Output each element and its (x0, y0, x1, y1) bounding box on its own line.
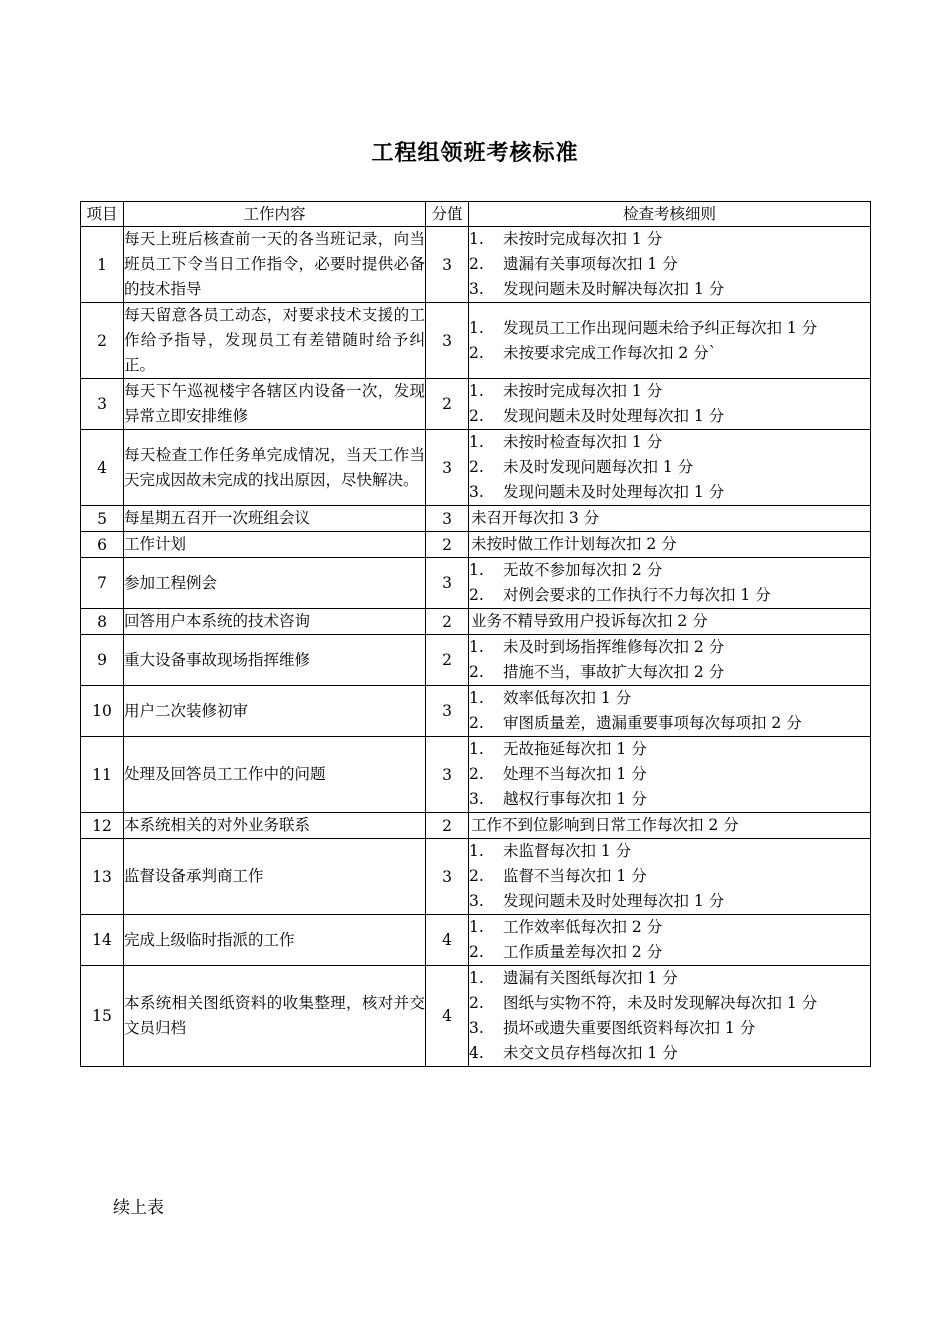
rule-text: 发现问题未及时解决每次扣 1 分 (503, 280, 725, 298)
work-content: 工作计划 (124, 532, 426, 558)
rule-index: 2. (469, 765, 484, 783)
work-content: 每天上班后核查前一天的各当班记录，向当班员工下令当日工作指令，必要时提供必备的技术指导 (124, 227, 426, 303)
row-number: 2 (81, 303, 124, 379)
rule-index: 2. (469, 994, 484, 1012)
rule-index: 2. (469, 458, 484, 476)
row-number: 11 (81, 737, 124, 813)
rule-index: 3. (469, 790, 484, 808)
work-content: 每星期五召开一次班组会议 (124, 506, 426, 532)
check-rules (469, 966, 871, 1067)
rule-item (469, 711, 870, 736)
rule-text: 未按要求完成工作每次扣 2 分` (503, 343, 717, 362)
rule-index: 1. (469, 382, 484, 400)
rule-index: 1. (469, 561, 484, 579)
header-item: 项目 (81, 202, 124, 227)
check-rules (469, 558, 871, 609)
rule-text: 未按时完成每次扣 1 分 (503, 382, 663, 400)
check-rules (469, 813, 871, 839)
work-content: 本系统相关的对外业务联系 (124, 813, 426, 839)
rule-index: 2. (469, 586, 484, 604)
rule-index: 3. (469, 483, 484, 501)
rule-item (469, 558, 870, 583)
table-row (81, 737, 871, 813)
row-number: 12 (81, 813, 124, 839)
check-rules (469, 506, 871, 532)
rule-item (469, 1041, 870, 1066)
rule-item (469, 660, 870, 685)
rule-item (469, 379, 870, 404)
rule-item (469, 227, 870, 252)
rule-text: 损坏或遗失重要图纸资料每次扣 1 分 (503, 1019, 756, 1037)
table-row (81, 915, 871, 966)
table-row (81, 506, 871, 532)
rule-text: 未交文员存档每次扣 1 分 (503, 1044, 678, 1062)
rule-index: 4. (469, 1044, 484, 1062)
score-value: 3 (426, 430, 469, 506)
row-number: 4 (81, 430, 124, 506)
assessment-table (80, 201, 871, 1067)
header-content: 工作内容 (124, 202, 426, 227)
rule-text: 监督不当每次扣 1 分 (503, 867, 647, 885)
rule-text: 遗漏有关事项每次扣 1 分 (503, 255, 678, 273)
rule-item (469, 915, 870, 940)
rule-item (469, 787, 870, 812)
rule-item (469, 316, 870, 341)
rule-text: 未召开每次扣 3 分 (471, 509, 600, 527)
work-content: 每天下午巡视楼宇各辖区内设备一次，发现异常立即安排维修 (124, 379, 426, 430)
rule-text: 措施不当，事故扩大每次扣 2 分 (503, 663, 725, 681)
work-content: 用户二次装修初审 (124, 686, 426, 737)
work-content: 参加工程例会 (124, 558, 426, 609)
rule-index: 3. (469, 892, 484, 910)
check-rules (469, 532, 871, 558)
rule-text: 越权行事每次扣 1 分 (503, 790, 647, 808)
rule-item (469, 404, 870, 429)
check-rules (469, 737, 871, 813)
table-row (81, 532, 871, 558)
rule-index: 2. (469, 867, 484, 885)
rule-index: 2. (469, 714, 484, 732)
row-number: 10 (81, 686, 124, 737)
work-content: 重大设备事故现场指挥维修 (124, 635, 426, 686)
rule-item (469, 341, 870, 366)
work-content: 本系统相关图纸资料的收集整理，核对并交文员归档 (124, 966, 426, 1067)
check-rules (469, 635, 871, 686)
rule-text: 遗漏有关图纸每次扣 1 分 (503, 969, 678, 987)
rule-item (469, 762, 870, 787)
rule-index: 1. (469, 230, 484, 248)
rule-text: 工作质量差每次扣 2 分 (503, 943, 663, 961)
rule-index: 1. (469, 969, 484, 987)
header-score: 分值 (426, 202, 469, 227)
score-value: 3 (426, 839, 469, 915)
score-value: 3 (426, 227, 469, 303)
work-content: 每天检查工作任务单完成情况，当天工作当天完成因故未完成的找出原因，尽快解决。 (124, 430, 426, 506)
row-number: 5 (81, 506, 124, 532)
rule-text: 图纸与实物不符，未及时发现解决每次扣 1 分 (503, 994, 818, 1012)
rule-text: 发现员工工作出现问题未给予纠正每次扣 1 分 (503, 318, 818, 337)
rule-text: 未及时发现问题每次扣 1 分 (503, 458, 694, 476)
rule-item (469, 455, 870, 480)
row-number: 6 (81, 532, 124, 558)
rule-item (469, 1016, 870, 1041)
rule-item (469, 277, 870, 302)
page-title: 工程组领班考核标准 (371, 141, 579, 166)
work-content: 回答用户本系统的技术咨询 (124, 609, 426, 635)
rule-item (469, 583, 870, 608)
row-number: 3 (81, 379, 124, 430)
rule-item (469, 480, 870, 505)
table-row (81, 686, 871, 737)
rule-index: 1. (469, 638, 484, 656)
score-value: 2 (426, 532, 469, 558)
check-rules (469, 303, 871, 379)
score-value: 2 (426, 635, 469, 686)
check-rules (469, 430, 871, 506)
rule-text: 无故不参加每次扣 2 分 (503, 561, 663, 579)
header-rules: 检查考核细则 (469, 202, 871, 227)
score-value: 3 (426, 737, 469, 813)
rule-item (469, 635, 870, 660)
rule-index: 2. (469, 943, 484, 961)
score-value: 2 (426, 813, 469, 839)
rule-text: 未按时做工作计划每次扣 2 分 (471, 535, 677, 553)
rule-index: 2. (469, 663, 484, 681)
rule-item (469, 252, 870, 277)
rule-index: 2. (469, 343, 484, 362)
table-row (81, 430, 871, 506)
rule-text: 未监督每次扣 1 分 (503, 842, 632, 860)
rule-item (469, 991, 870, 1016)
rule-index: 1. (469, 318, 484, 337)
rule-text: 工作不到位影响到日常工作每次扣 2 分 (471, 816, 739, 834)
rule-text: 发现问题未及时处理每次扣 1 分 (503, 407, 725, 425)
rule-index: 1. (469, 740, 484, 758)
rule-item (469, 430, 870, 455)
table-row (81, 303, 871, 379)
table-row (81, 227, 871, 303)
rule-item (469, 889, 870, 914)
table-header-row (81, 202, 871, 227)
check-rules (469, 839, 871, 915)
score-value: 2 (426, 609, 469, 635)
rule-index: 1. (469, 918, 484, 936)
table-row (81, 609, 871, 635)
rule-item (469, 966, 870, 991)
rule-item (469, 737, 870, 762)
score-value: 3 (426, 303, 469, 379)
score-value: 3 (426, 506, 469, 532)
row-number: 8 (81, 609, 124, 635)
score-value: 3 (426, 686, 469, 737)
work-content: 每天留意各员工动态，对要求技术支援的工作给予指导，发现员工有差错随时给予纠正。 (124, 303, 426, 379)
table-row (81, 635, 871, 686)
work-content: 完成上级临时指派的工作 (124, 915, 426, 966)
row-number: 7 (81, 558, 124, 609)
rule-text: 未按时检查每次扣 1 分 (503, 433, 663, 451)
continued-note: 续上表 (113, 1198, 164, 1218)
work-content: 监督设备承判商工作 (124, 839, 426, 915)
table-row (81, 966, 871, 1067)
rule-index: 3. (469, 1019, 484, 1037)
rule-text: 未按时完成每次扣 1 分 (503, 230, 663, 248)
rule-text: 发现问题未及时处理每次扣 1 分 (503, 483, 725, 501)
table-row (81, 839, 871, 915)
score-value: 4 (426, 915, 469, 966)
rule-item (469, 864, 870, 889)
score-value: 2 (426, 379, 469, 430)
table-row (81, 813, 871, 839)
rule-index: 3. (469, 280, 484, 298)
rule-text: 业务不精导致用户投诉每次扣 2 分 (471, 612, 708, 630)
rule-text: 无故拖延每次扣 1 分 (503, 740, 647, 758)
score-value: 4 (426, 966, 469, 1067)
rule-text: 效率低每次扣 1 分 (503, 689, 632, 707)
row-number: 13 (81, 839, 124, 915)
rule-index: 2. (469, 407, 484, 425)
rule-index: 1. (469, 689, 484, 707)
row-number: 1 (81, 227, 124, 303)
row-number: 9 (81, 635, 124, 686)
table-row (81, 558, 871, 609)
rule-text: 发现问题未及时处理每次扣 1 分 (503, 892, 725, 910)
rule-item (469, 839, 870, 864)
check-rules (469, 686, 871, 737)
score-value: 3 (426, 558, 469, 609)
check-rules (469, 609, 871, 635)
rule-item (469, 940, 870, 965)
row-number: 15 (81, 966, 124, 1067)
work-content: 处理及回答员工工作中的问题 (124, 737, 426, 813)
rule-text: 处理不当每次扣 1 分 (503, 765, 647, 783)
row-number: 14 (81, 915, 124, 966)
rule-text: 未及时到场指挥维修每次扣 2 分 (503, 638, 725, 656)
rule-index: 1. (469, 842, 484, 860)
rule-item (469, 686, 870, 711)
check-rules (469, 379, 871, 430)
rule-index: 2. (469, 255, 484, 273)
check-rules (469, 915, 871, 966)
check-rules (469, 227, 871, 303)
rule-index: 1. (469, 433, 484, 451)
rule-text: 工作效率低每次扣 2 分 (503, 918, 663, 936)
rule-text: 审图质量差，遗漏重要事项每次每项扣 2 分 (503, 714, 802, 732)
rule-text: 对例会要求的工作执行不力每次扣 1 分 (503, 586, 771, 604)
table-row (81, 379, 871, 430)
